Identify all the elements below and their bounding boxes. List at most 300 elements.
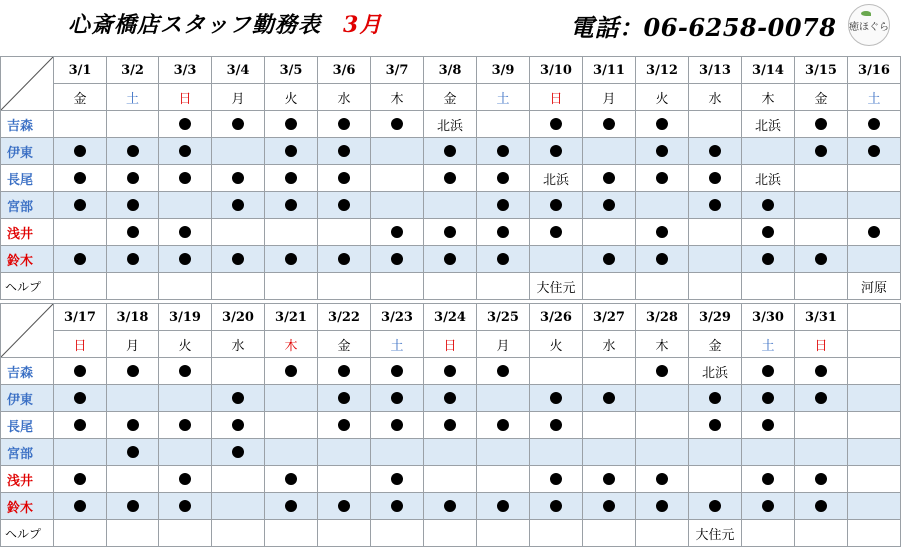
staff-row	[1, 358, 901, 385]
shift-cell	[265, 192, 318, 219]
shift-dot-icon	[338, 365, 350, 377]
weekday-cell: 金	[424, 84, 477, 111]
shift-dot-icon	[232, 392, 244, 404]
shift-cell	[689, 165, 742, 192]
shift-dot-icon	[709, 500, 721, 512]
shift-dot-icon	[815, 145, 827, 157]
shift-cell	[636, 165, 689, 192]
staff-name: 伊東	[1, 138, 54, 165]
shift-cell	[107, 111, 159, 138]
shift-cell	[689, 493, 742, 520]
shift-cell	[107, 358, 159, 385]
shift-dot-icon	[550, 500, 562, 512]
shift-cell	[318, 111, 371, 138]
shift-dot-icon	[285, 118, 297, 130]
date-cell: 3/26	[530, 304, 583, 331]
staff-row	[1, 412, 901, 439]
shift-cell	[107, 466, 159, 493]
shift-dot-icon	[338, 419, 350, 431]
shift-cell	[795, 493, 848, 520]
shift-cell	[689, 246, 742, 273]
help-label: ヘルプ	[1, 520, 54, 547]
staff-row	[1, 493, 901, 520]
staff-row	[1, 439, 901, 466]
shift-dot-icon	[709, 145, 721, 157]
shift-cell	[636, 358, 689, 385]
shift-dot-icon	[338, 392, 350, 404]
shift-cell	[583, 219, 636, 246]
staff-name: 長尾	[1, 165, 54, 192]
shift-dot-icon	[603, 392, 615, 404]
shift-cell	[477, 493, 530, 520]
shift-cell	[107, 412, 159, 439]
date-cell: 3/17	[54, 304, 107, 331]
weekday-cell: 木	[636, 331, 689, 358]
shift-cell	[795, 412, 848, 439]
shift-cell	[636, 246, 689, 273]
shift-cell	[159, 219, 212, 246]
shift-dot-icon	[497, 226, 509, 238]
shift-cell	[265, 138, 318, 165]
date-cell: 3/22	[318, 304, 371, 331]
shift-dot-icon	[285, 365, 297, 377]
help-cell	[848, 273, 901, 300]
help-cell	[795, 520, 848, 547]
weekday-cell	[848, 331, 901, 358]
shift-cell	[636, 493, 689, 520]
shift-dot-icon	[497, 419, 509, 431]
date-cell: 3/19	[159, 304, 212, 331]
help-cell	[636, 273, 689, 300]
shift-cell	[742, 165, 795, 192]
shift-dot-icon	[656, 172, 668, 184]
shift-cell	[583, 192, 636, 219]
shift-dot-icon	[74, 145, 86, 157]
shift-cell	[371, 165, 424, 192]
weekday-cell: 日	[159, 84, 212, 111]
shift-dot-icon	[762, 226, 774, 238]
date-row	[1, 57, 901, 84]
shift-cell	[371, 466, 424, 493]
help-cell	[212, 520, 265, 547]
help-cell	[424, 273, 477, 300]
shift-dot-icon	[444, 365, 456, 377]
shift-cell	[265, 358, 318, 385]
shift-location: 北浜	[542, 172, 569, 188]
shift-cell	[583, 165, 636, 192]
shift-cell	[530, 358, 583, 385]
shift-dot-icon	[656, 226, 668, 238]
shift-dot-icon	[497, 500, 509, 512]
shift-cell	[795, 165, 848, 192]
shift-cell	[795, 219, 848, 246]
shift-dot-icon	[285, 172, 297, 184]
help-row	[1, 273, 901, 300]
shift-cell	[848, 165, 901, 192]
shift-cell	[477, 111, 530, 138]
staff-name: 吉森	[1, 358, 54, 385]
shift-cell	[848, 246, 901, 273]
shift-cell	[583, 466, 636, 493]
help-cell	[265, 273, 318, 300]
shift-cell	[212, 165, 265, 192]
shift-cell	[159, 192, 212, 219]
shift-dot-icon	[179, 118, 191, 130]
help-cell	[583, 520, 636, 547]
staff-name: 伊東	[1, 385, 54, 412]
corner-cell	[1, 57, 54, 111]
shift-dot-icon	[179, 419, 191, 431]
weekday-cell: 月	[477, 331, 530, 358]
shift-dot-icon	[603, 500, 615, 512]
shift-cell	[636, 111, 689, 138]
shift-cell	[265, 111, 318, 138]
date-cell: 3/7	[371, 57, 424, 84]
help-cell	[848, 520, 901, 547]
shift-cell	[848, 358, 901, 385]
shift-cell	[265, 412, 318, 439]
shift-cell	[318, 466, 371, 493]
shift-cell	[742, 246, 795, 273]
help-cell	[530, 273, 583, 300]
shift-cell	[318, 192, 371, 219]
shift-dot-icon	[603, 473, 615, 485]
help-cell	[159, 520, 212, 547]
shift-cell	[371, 246, 424, 273]
shift-location: 北浜	[701, 365, 728, 381]
shift-dot-icon	[815, 500, 827, 512]
shift-cell	[424, 493, 477, 520]
shift-cell	[636, 192, 689, 219]
shift-cell	[212, 192, 265, 219]
shift-cell	[159, 466, 212, 493]
shift-cell	[689, 385, 742, 412]
shift-cell	[371, 439, 424, 466]
weekday-cell: 火	[265, 84, 318, 111]
shift-dot-icon	[391, 365, 403, 377]
help-cell	[689, 273, 742, 300]
shift-cell	[848, 466, 901, 493]
help-staff-name: 大住元	[695, 527, 735, 543]
diagonal-line	[1, 57, 53, 110]
shift-cell	[54, 165, 107, 192]
shift-dot-icon	[762, 253, 774, 265]
shift-cell	[265, 493, 318, 520]
shift-cell	[795, 192, 848, 219]
shift-cell	[795, 111, 848, 138]
shift-cell	[530, 219, 583, 246]
date-cell: 3/3	[159, 57, 212, 84]
shift-dot-icon	[179, 473, 191, 485]
date-cell: 3/29	[689, 304, 742, 331]
shift-cell	[159, 111, 212, 138]
shift-cell	[424, 138, 477, 165]
shift-cell	[265, 439, 318, 466]
shift-cell	[424, 111, 477, 138]
shift-cell	[583, 493, 636, 520]
help-cell	[318, 520, 371, 547]
staff-name: 鈴木	[1, 246, 54, 273]
shift-cell	[371, 358, 424, 385]
shift-dot-icon	[74, 392, 86, 404]
shift-cell	[689, 358, 742, 385]
shift-dot-icon	[179, 253, 191, 265]
shift-cell	[424, 439, 477, 466]
staff-name: 鈴木	[1, 493, 54, 520]
shift-dot-icon	[391, 473, 403, 485]
shift-dot-icon	[550, 199, 562, 211]
shift-cell	[265, 219, 318, 246]
weekday-cell: 水	[689, 84, 742, 111]
shift-cell	[107, 439, 159, 466]
date-row	[1, 304, 901, 331]
shift-dot-icon	[285, 145, 297, 157]
shift-cell	[583, 439, 636, 466]
date-cell: 3/13	[689, 57, 742, 84]
weekday-cell: 日	[795, 331, 848, 358]
shift-dot-icon	[868, 226, 880, 238]
help-cell	[371, 273, 424, 300]
weekday-cell: 日	[424, 331, 477, 358]
staff-row	[1, 466, 901, 493]
weekday-row	[1, 84, 901, 111]
shift-cell	[371, 138, 424, 165]
shift-cell	[742, 493, 795, 520]
shift-dot-icon	[550, 118, 562, 130]
shift-cell	[424, 385, 477, 412]
weekday-cell: 火	[159, 331, 212, 358]
leaf-icon	[861, 11, 871, 16]
shift-cell	[477, 165, 530, 192]
shift-cell	[318, 165, 371, 192]
weekday-cell: 日	[530, 84, 583, 111]
shift-cell	[54, 192, 107, 219]
weekday-cell: 土	[107, 84, 159, 111]
shift-cell	[477, 466, 530, 493]
date-cell: 3/31	[795, 304, 848, 331]
date-cell: 3/6	[318, 57, 371, 84]
shift-cell	[742, 219, 795, 246]
shift-cell	[159, 385, 212, 412]
help-cell	[689, 520, 742, 547]
shift-dot-icon	[391, 392, 403, 404]
shift-dot-icon	[285, 199, 297, 211]
weekday-cell: 月	[583, 84, 636, 111]
shift-dot-icon	[232, 446, 244, 458]
shift-cell	[530, 165, 583, 192]
date-cell: 3/28	[636, 304, 689, 331]
help-cell	[265, 520, 318, 547]
shift-dot-icon	[391, 226, 403, 238]
weekday-cell: 木	[265, 331, 318, 358]
shift-dot-icon	[815, 473, 827, 485]
weekday-cell: 月	[107, 331, 159, 358]
weekday-cell: 火	[530, 331, 583, 358]
shift-cell	[689, 439, 742, 466]
shift-cell	[795, 439, 848, 466]
shift-dot-icon	[285, 253, 297, 265]
shift-cell	[477, 246, 530, 273]
shift-dot-icon	[74, 172, 86, 184]
shift-cell	[689, 138, 742, 165]
shift-cell	[159, 493, 212, 520]
date-cell: 3/30	[742, 304, 795, 331]
help-cell	[159, 273, 212, 300]
shift-dot-icon	[285, 473, 297, 485]
weekday-cell: 金	[318, 331, 371, 358]
shift-cell	[530, 466, 583, 493]
shift-cell	[54, 412, 107, 439]
shift-cell	[530, 192, 583, 219]
date-cell: 3/8	[424, 57, 477, 84]
shift-dot-icon	[815, 365, 827, 377]
help-cell	[742, 273, 795, 300]
shift-dot-icon	[762, 473, 774, 485]
date-cell: 3/12	[636, 57, 689, 84]
shift-cell	[318, 358, 371, 385]
help-cell	[318, 273, 371, 300]
staff-name: 浅井	[1, 219, 54, 246]
shift-cell	[477, 412, 530, 439]
staff-row	[1, 192, 901, 219]
shift-dot-icon	[815, 392, 827, 404]
shift-cell	[107, 219, 159, 246]
date-cell: 3/9	[477, 57, 530, 84]
weekday-cell: 金	[795, 84, 848, 111]
shift-dot-icon	[74, 199, 86, 211]
shift-cell	[530, 493, 583, 520]
shift-cell	[583, 358, 636, 385]
weekday-cell: 土	[848, 84, 901, 111]
shift-dot-icon	[603, 253, 615, 265]
shift-dot-icon	[550, 392, 562, 404]
shift-cell	[742, 111, 795, 138]
date-cell: 3/5	[265, 57, 318, 84]
shift-cell	[477, 192, 530, 219]
schedule-table-second-half	[0, 303, 901, 547]
staff-name: 吉森	[1, 111, 54, 138]
shift-cell	[742, 385, 795, 412]
shift-dot-icon	[550, 473, 562, 485]
shift-cell	[848, 138, 901, 165]
shift-dot-icon	[709, 419, 721, 431]
help-cell	[107, 520, 159, 547]
shift-cell	[477, 358, 530, 385]
shift-cell	[795, 466, 848, 493]
shift-dot-icon	[338, 145, 350, 157]
shift-dot-icon	[550, 145, 562, 157]
shift-dot-icon	[127, 253, 139, 265]
date-cell: 3/20	[212, 304, 265, 331]
staff-name: 浅井	[1, 466, 54, 493]
date-cell	[848, 304, 901, 331]
staff-row	[1, 111, 901, 138]
shift-cell	[424, 412, 477, 439]
schedule-table-first-half	[0, 56, 901, 300]
weekday-row	[1, 331, 901, 358]
shift-cell	[636, 138, 689, 165]
help-cell	[477, 273, 530, 300]
shift-dot-icon	[179, 226, 191, 238]
weekday-cell: 木	[742, 84, 795, 111]
shift-cell	[795, 138, 848, 165]
staff-row	[1, 246, 901, 273]
shift-cell	[583, 138, 636, 165]
shift-cell	[107, 246, 159, 273]
shift-dot-icon	[127, 500, 139, 512]
date-cell: 3/21	[265, 304, 318, 331]
shift-dot-icon	[127, 419, 139, 431]
shift-cell	[318, 439, 371, 466]
shift-dot-icon	[232, 118, 244, 130]
shift-cell	[54, 466, 107, 493]
shift-cell	[477, 439, 530, 466]
page-title	[68, 8, 382, 39]
weekday-cell: 火	[636, 84, 689, 111]
shift-cell	[530, 111, 583, 138]
help-staff-name: 河原	[860, 280, 887, 296]
help-cell	[795, 273, 848, 300]
shift-cell	[265, 246, 318, 273]
shift-cell	[371, 192, 424, 219]
shift-dot-icon	[391, 419, 403, 431]
help-label: ヘルプ	[1, 273, 54, 300]
shift-cell	[583, 246, 636, 273]
shift-cell	[212, 111, 265, 138]
shift-dot-icon	[497, 172, 509, 184]
shift-cell	[159, 358, 212, 385]
shift-cell	[424, 165, 477, 192]
date-cell: 3/27	[583, 304, 636, 331]
shift-cell	[371, 219, 424, 246]
shift-cell	[848, 493, 901, 520]
shift-cell	[318, 138, 371, 165]
shift-dot-icon	[127, 226, 139, 238]
staff-row	[1, 219, 901, 246]
weekday-cell: 水	[583, 331, 636, 358]
shift-dot-icon	[338, 172, 350, 184]
shift-dot-icon	[444, 392, 456, 404]
shift-dot-icon	[656, 145, 668, 157]
weekday-cell: 金	[689, 331, 742, 358]
staff-name: 宮部	[1, 439, 54, 466]
shift-cell	[54, 246, 107, 273]
shift-dot-icon	[391, 253, 403, 265]
help-cell	[424, 520, 477, 547]
shift-cell	[848, 111, 901, 138]
weekday-cell: 月	[212, 84, 265, 111]
shift-cell	[795, 358, 848, 385]
shift-cell	[265, 165, 318, 192]
shift-dot-icon	[550, 226, 562, 238]
shift-dot-icon	[179, 172, 191, 184]
help-cell	[742, 520, 795, 547]
shift-dot-icon	[232, 199, 244, 211]
shift-dot-icon	[444, 419, 456, 431]
shift-cell	[371, 412, 424, 439]
shift-cell	[54, 439, 107, 466]
weekday-cell: 水	[212, 331, 265, 358]
staff-name: 長尾	[1, 412, 54, 439]
shift-cell	[848, 439, 901, 466]
help-cell	[477, 520, 530, 547]
weekday-cell: 水	[318, 84, 371, 111]
shift-cell	[212, 385, 265, 412]
shift-cell	[318, 385, 371, 412]
shift-dot-icon	[815, 118, 827, 130]
shift-cell	[54, 385, 107, 412]
title-text: 心斎橋店スタッフ勤務表	[68, 12, 322, 38]
